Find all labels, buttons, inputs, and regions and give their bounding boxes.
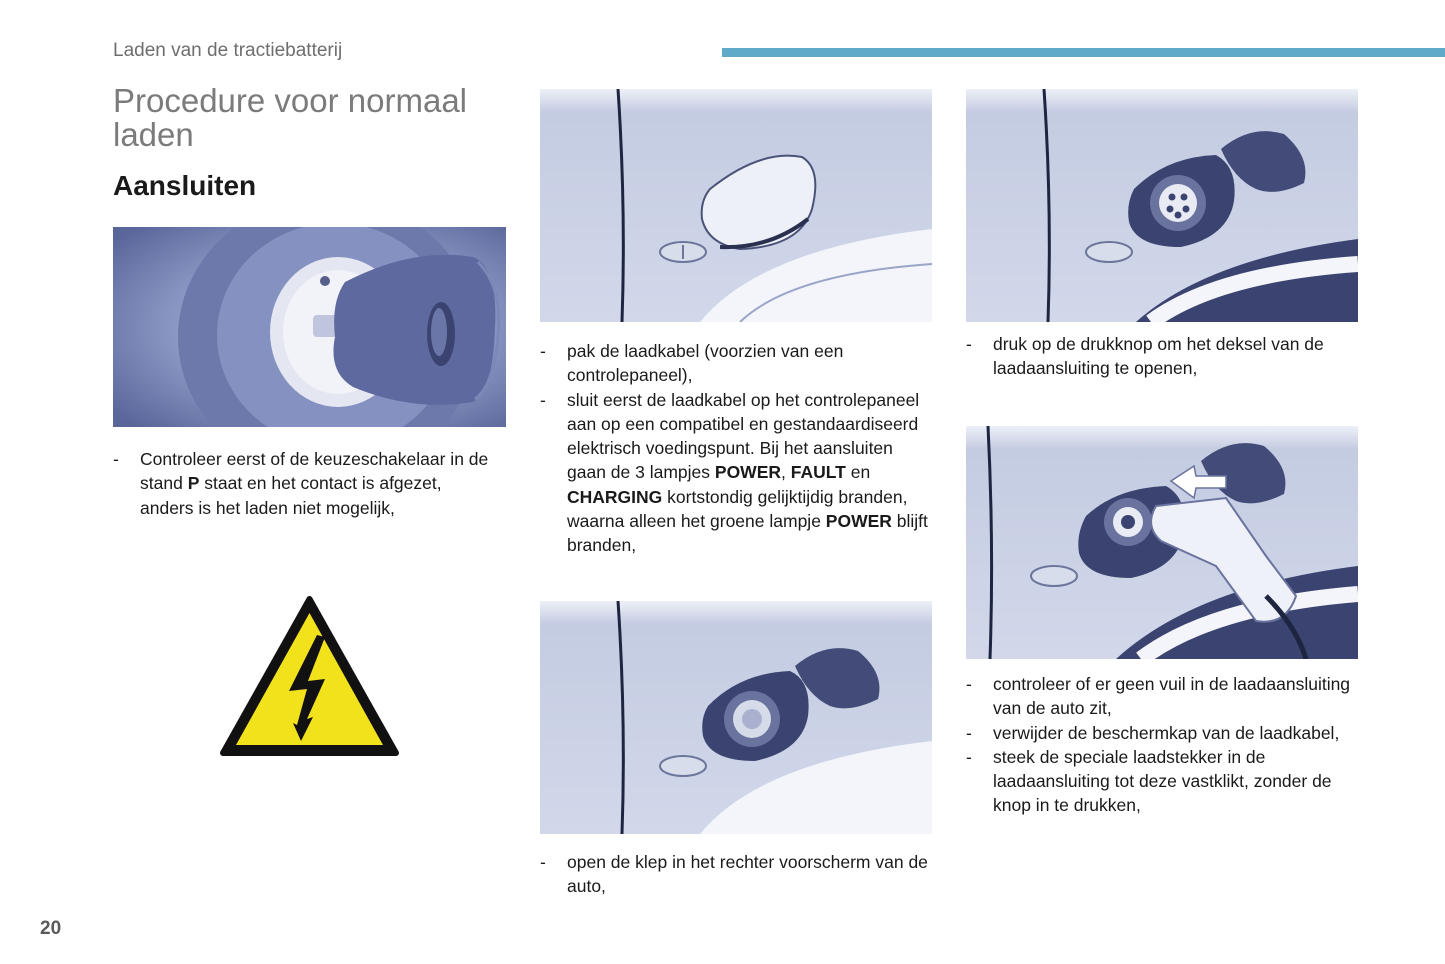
list-item: - verwijder de beschermkap van de laadkabel, [966,721,1358,745]
list-item: - controleer of er geen vuil in de laadaansluiting van de auto zit, [966,672,1358,721]
accent-bar [722,48,1445,57]
ignition-key-photo [113,227,506,427]
closed-charging-flap-photo [540,89,932,322]
open-flap-photo [540,601,932,834]
instructions-col1 [113,447,498,520]
high-voltage-warning-icon [219,595,400,760]
instructions-col2-bottom [540,850,932,899]
list-item: - sluit eerst de laadkabel op het controlepaneel aan op een compatibel en gestandaardiseerd elektrisch voedingspunt. Bij het aansluiten gaan de 3 lampjes POWER, FAULT en CHARGING kortstondig gelijktijdig branden, waarna alleen het groene lampje POWER blijft branden, [540,388,932,558]
socket-lid-open-photo [966,89,1358,322]
instructions-col3-bottom [966,672,1358,818]
list-item: - open de klep in het rechter voorscherm van de auto, [540,850,932,899]
plug-insert-photo [966,426,1358,659]
section-title: Laden van de tractiebatterij [113,40,343,61]
instructions-col3-top [966,332,1358,381]
page-number: 20 [40,918,62,939]
list-item: - pak de laadkabel (voorzien van een controlepaneel), [540,339,932,388]
instructions-col2-top [540,339,932,558]
sub-heading: Aansluiten [113,170,257,201]
page-title: Procedure voor normaal laden [113,82,468,153]
list-item: - steek de speciale laadstekker in de laadaansluiting tot deze vastklikt, zonder de knop in te drukken, [966,745,1358,818]
list-item: - druk op de drukknop om het deksel van de laadaansluiting te openen, [966,332,1358,381]
list-item: - Controleer eerst of de keuzeschakelaar in de stand P staat en het contact is afgezet, anders is het laden niet mogelijk, [113,447,498,520]
